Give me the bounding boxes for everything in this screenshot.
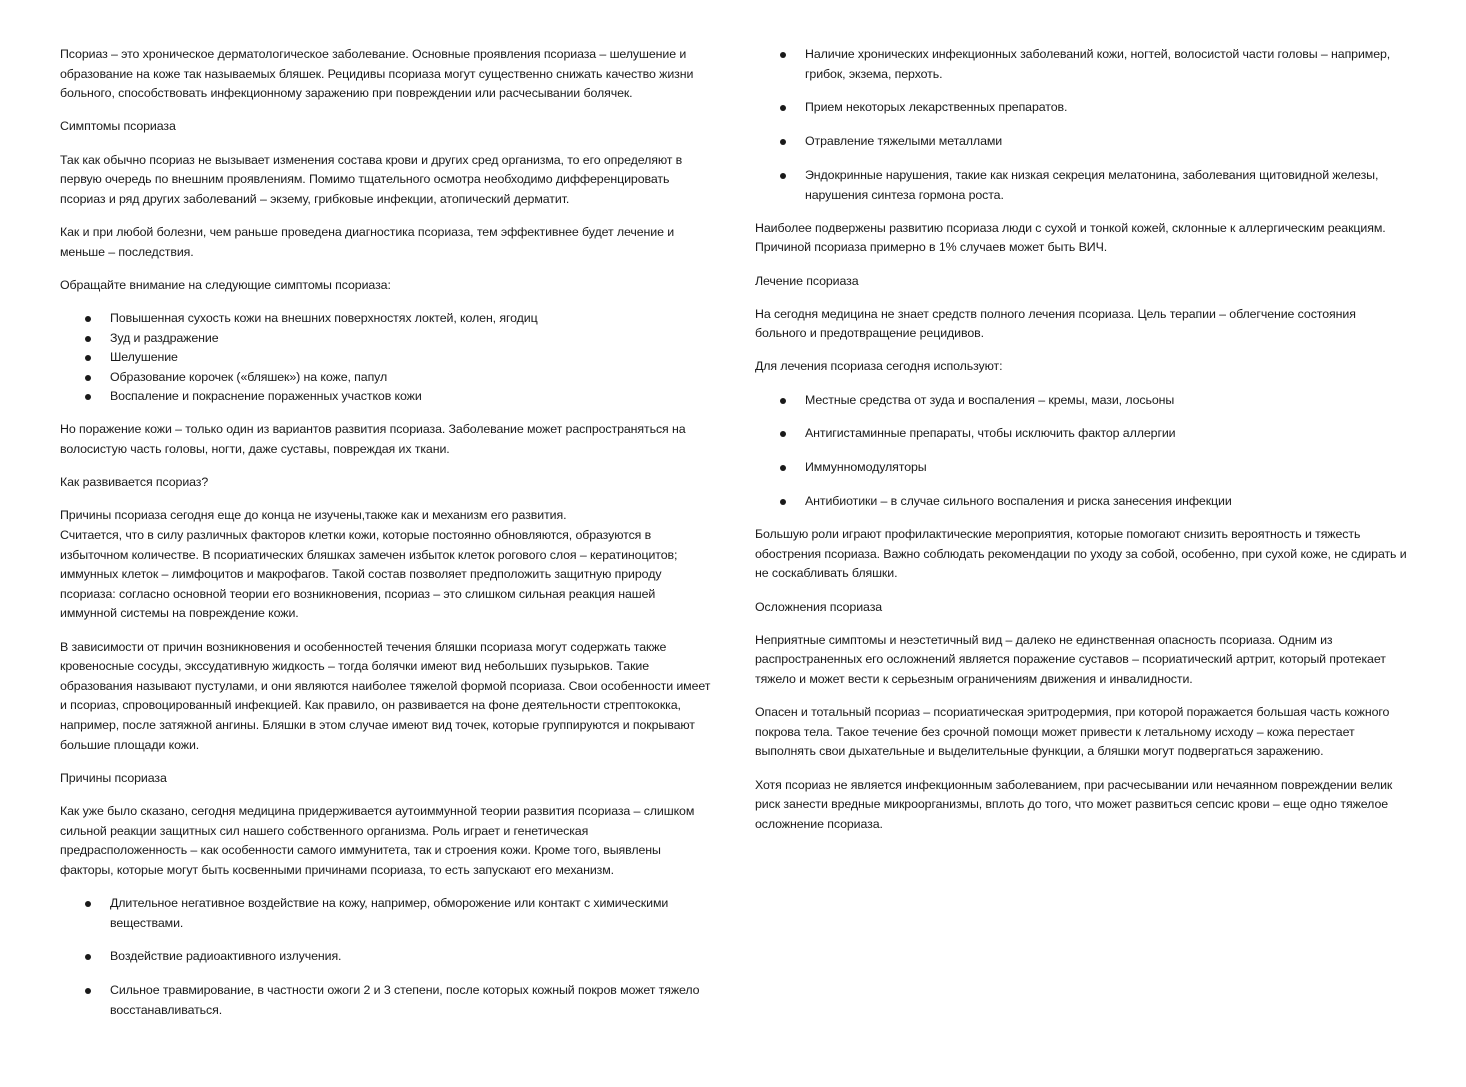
intro-paragraph: Псориаз – это хроническое дерматологическое заболевание. Основные проявления псориаза – шелушение и образование на коже так называемых бляшек. Рецидивы псориаза могут существенно снижать качество жизни больного, способствовать инфекционному заражению при повреждении или расчесывании болячек. [60,47,694,101]
paragraph: В зависимости от причин возникновения и особенностей течения бляшки псориаза могут содержать также кровеносные сосуды, экссудативную жидкость – тогда болячки имеют вид небольших пузырьков. Такие образования называют пустулами, и они являются наиболее тяжелой формой псориаза. Свои особенности имеет и псориаз, спровоцированный инфекцией. Как правило, он развивается на фоне деятельности стрептококка, например, после затяжной ангины. Бляшки в этом случае имеют вид точек, которые группируются и покрывают большие площади кожи. [60,639,711,752]
list-item: Наличие хронических инфекционных заболеваний кожи, ногтей, волосистой части головы – например, грибок, экзема, перхоть. [755,45,1407,84]
paragraph: Большую роли играют профилактические мероприятия, которые помогают снизить вероятность и тяжесть обострения псориаза. Важно соблюдать рекомендации по уходу за собой, особенно, при сухой коже, не сдирать и не соскабливать бляшки. [755,527,1407,581]
paragraph: Как и при любой болезни, чем раньше проведена диагностика псориаза, тем эффективнее будет лечение и меньше – последствия. [60,224,675,259]
causes-list [60,894,712,1020]
paragraph-text: Считается, что в силу различных факторов клетки кожи, которые постоянно обновляются, образуются в избыточном количестве. В псориатических бляшках замечен избыток клеток рогового слоя – кератиноцитов; иммунных клеток – лимфоцитов и макрофагов. Такой состав позволяет предположить защитную природу псориаза: согласно основной теории его возникновения, псориаз – это слишком сильная реакция нашей иммунной системы на повреждение кожи. [60,528,678,621]
paragraph: Опасен и тотальный псориаз – псориатическая эритродермия, при которой поражается большая часть кожного покрова тела. Такое течение без срочной помощи может привести к летальному исходу – кожа перестает выполнять свои дыхательные и выделительные функции, а бляшки могут подвергаться заражению. [755,705,1390,759]
paragraph [60,506,712,624]
left-column [60,45,712,1034]
list-item: Иммунномодуляторы [755,458,1407,478]
list-item: Сильное травмирование, в частности ожоги 2 и 3 степени, после которых кожный покров может тяжело восстанавливаться. [60,981,712,1020]
symptoms-list [60,309,712,407]
list-item: Воспаление и покраснение пораженных участков кожи [60,387,712,407]
paragraph-line: Причины псориаза сегодня еще до конца не изучены,также как и механизм его развития. [60,508,567,523]
list-item: Антигистаминные препараты, чтобы исключить фактор аллергии [755,424,1407,444]
list-item: Антибиотики – в случае сильного воспаления и риска занесения инфекции [755,492,1407,512]
paragraph: Обращайте внимание на следующие симптомы псориаза: [60,277,391,292]
heading-development: Как развивается псориаз? [60,475,209,490]
paragraph: Но поражение кожи – только один из вариантов развития псориаза. Заболевание может распространяться на волосистую часть головы, ногти, даже суставы, повреждая их ткани. [60,422,686,457]
heading-causes: Причины псориаза [60,770,167,785]
paragraph: Неприятные симптомы и неэстетичный вид – далеко не единственная опасность псориаза. Одним из распространенных его осложнений является поражение суставов – псориатический артрит, который протекает тяжело и может вести к серьезным ограничениям движения и инвалидности. [755,632,1386,686]
heading-complications: Осложнения псориаза [755,599,883,614]
list-item: Эндокринные нарушения, такие как низкая секреция мелатонина, заболевания щитовидной железы, нарушения синтеза гормона роста. [755,166,1407,205]
list-item: Прием некоторых лекарственных препаратов. [755,98,1407,118]
heading-symptoms: Симптомы псориаза [60,119,176,134]
paragraph: Хотя псориаз не является инфекционным заболеванием, при расчесывании или нечаянном повреждении велик риск занести вредные микроорганизмы, вплоть до того, что может развиться сепсис крови – еще одно тяжелое осложнение псориаза. [755,777,1393,831]
list-item: Отравление тяжелыми металлами [755,132,1407,152]
list-item: Длительное негативное воздействие на кожу, например, обморожение или контакт с химическими веществами. [60,894,712,933]
paragraph: Как уже было сказано, сегодня медицина придерживается аутоиммунной теории развития псориаза – слишком сильной реакции защитных сил нашего собственного организма. Роль играет и генетическая предрасположенность – как особенности самого иммунитета, так и строения кожи. Кроме того, выявлены факторы, которые могут быть косвенными причинами псориаза, то есть запускают его механизм. [60,803,695,877]
list-item: Шелушение [60,348,712,368]
list-item: Повышенная сухость кожи на внешних поверхностях локтей, колен, ягодиц [60,309,712,329]
treatments-list [755,391,1407,512]
list-item: Зуд и раздражение [60,329,712,349]
list-item: Местные средства от зуда и воспаления – кремы, мази, лосьоны [755,391,1407,411]
paragraph: Наиболее подвержены развитию псориаза люди с сухой и тонкой кожей, склонные к аллергическим реакциям. Причиной псориаза примерно в 1% случаев может быть ВИЧ. [755,220,1386,255]
right-column [755,45,1407,848]
list-item: Воздействие радиоактивного излучения. [60,947,712,967]
paragraph: Для лечения псориаза сегодня используют: [755,359,1003,374]
paragraph: Так как обычно псориаз не вызывает изменения состава крови и других сред организма, то его определяют в первую очередь по внешним проявлениям. Помимо тщательного осмотра необходимо дифференцировать псориаз и ряд других заболеваний – экзему, грибковые инфекции, атопический дерматит. [60,152,683,206]
causes-list-continued [755,45,1407,205]
heading-treatment: Лечение псориаза [755,273,859,288]
paragraph: На сегодня медицина не знает средств полного лечения псориаза. Цель терапии – облегчение состояния больного и предотвращение рецидивов. [755,306,1356,341]
list-item: Образование корочек («бляшек») на коже, папул [60,368,712,388]
